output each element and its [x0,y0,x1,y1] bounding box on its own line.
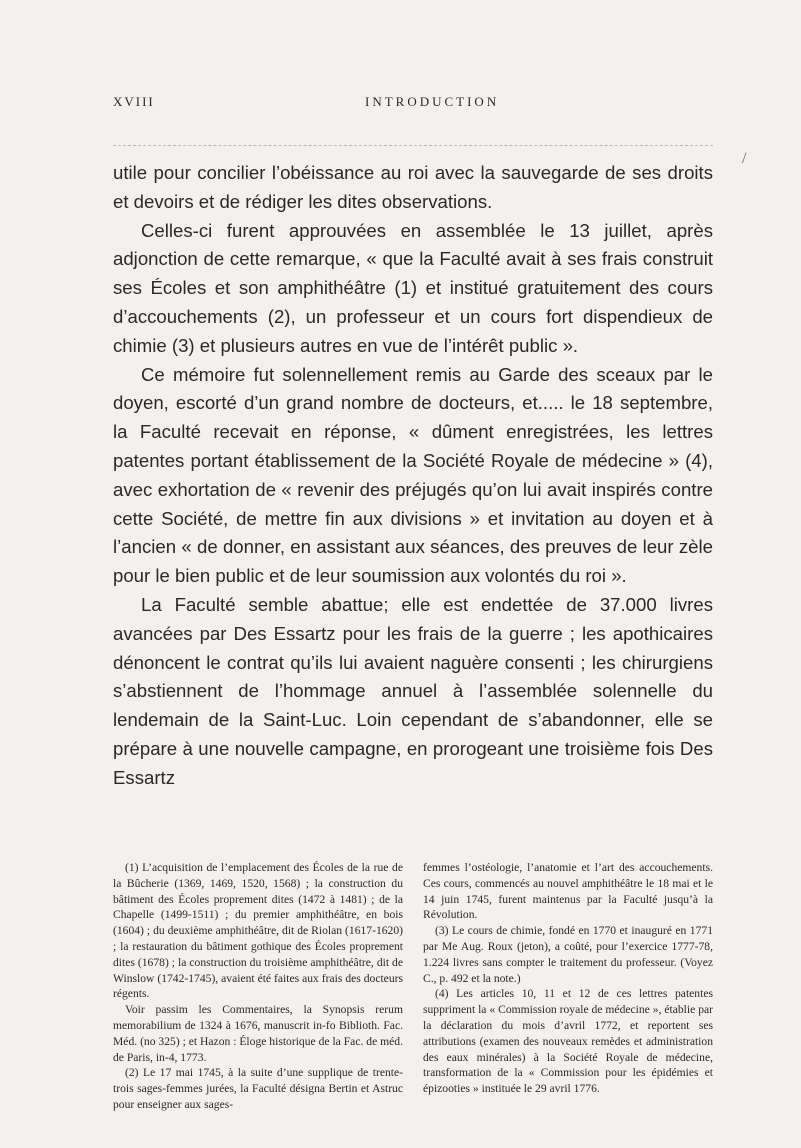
footnote-2-continued: femmes l’ostéologie, l’anatomie et l’art des accouchements. Ces cours, commencés au nouvel amphithéâtre le 18 mai et le 14 juin 1745, furent maintenus par la Faculté jusqu’à la Révolution. [423,861,713,922]
footnotes-right-column [423,860,713,1113]
page-header [113,94,713,114]
footnote-2: (2) Le 17 mai 1745, à la suite d’une supplique de trente-trois sages-femmes jurées, la Faculté désigna Bertin et Astruc pour enseigner aux sages- [113,1066,403,1111]
stray-mark: / [742,150,747,167]
footnote-3: (3) Le cours de chimie, fondé en 1770 et inauguré en 1771 par Me Aug. Roux (jeton), a coûté, pour l’exercice 1777-78, 1.224 livres sans compter le traitement du professeur. (Voyez C., p. 492 et la note.) [423,924,713,985]
footnote-4: (4) Les articles 10, 11 et 12 de ces lettres patentes suppriment la « Commission royale de médecine », établie par la déclaration du mois d’avril 1772, et reportent ses attributions (examen des nouveaux remèdes et administration des eaux minérales) à la Société Royale de médecine, transformation de la « Commission pour les épidémies et épizooties » instituée le 29 avril 1776. [423,987,713,1096]
footnotes-left-column [113,860,403,1113]
body-paragraph-4: La Faculté semble abattue; elle est endettée de 37.000 livres avancées par Des Essartz pour les frais de la guerre ; les apothicaires dénoncent le contrat qu’ils lui avaient naguère consenti ; les chirurgiens s’abstiennent de l’hommage annuel à l’assemblée solennelle du lendemain de la Saint-Luc. Loin cependant de s’abandonner, elle se prépare à une nouvelle campagne, en prorogeant une troisième fois Des Essartz [113,593,713,788]
running-title: INTRODUCTION [365,94,500,109]
header-rule [113,145,713,146]
footnote-1-references: Voir passim les Commentaires, la Synopsis rerum memorabilium de 1324 à 1676, manuscrit in-fo Biblioth. Fac. Méd. (no 325) ; et Hazon : Éloge historique de la Fac. de méd. de Paris, in-4, 1773. [113,1003,403,1064]
footnote-1: (1) L’acquisition de l’emplacement des Écoles de la rue de la Bûcherie (1369, 1469, 1520, 1568) ; la construction du bâtiment des Écoles proprement dites (1472 à 1481) ; de la Chapelle (1499-1511) ; du premier amphithéâtre, en bois (1604) ; du deuxième amphithéâtre, dit de Riolan (1617-1620) ; la restauration du bâtiment gothique des Écoles proprement dites (1678) ; la construction du troisième amphithéâtre, dit de Winslow (1742-1745), avaient été faites aux frais des docteurs régents. [113,861,403,1001]
page-number: XVIII [113,94,155,109]
body-paragraph-2: Celles-ci furent approuvées en assemblée le 13 juillet, après adjonction de cette remarque, « que la Faculté avait à ses frais construit ses Écoles et son amphithéâtre (1) et institué gratuitement des cours d’accouchements (2), un professeur et un cours fort dispendieux de chimie (3) et plusieurs autres en vue de l’intérêt public ». [113,219,713,356]
body-paragraph-1: utile pour concilier l’obéissance au roi avec la sauvegarde de ses droits et devoirs et de rédiger les dites observations. [113,162,713,212]
body-paragraph-3: Ce mémoire fut solennellement remis au Garde des sceaux par le doyen, escorté d’un grand nombre de docteurs, et..... le 18 septembre, la Faculté recevait en réponse, « dûment enregistrées, les lettres patentes portant établissement de la Société Royale de médecine » (4), avec exhortation de « revenir des préjugés qu’on lui avait inspirés contre cette Société, de mettre fin aux divisions » et invitation au doyen et à l’ancien « de donner, en assistant aux séances, des preuves de leur zèle pour le bien public et de leur soumission aux volontés du roi ». [113,363,713,587]
main-text [113,159,713,793]
footnotes [113,860,713,1113]
